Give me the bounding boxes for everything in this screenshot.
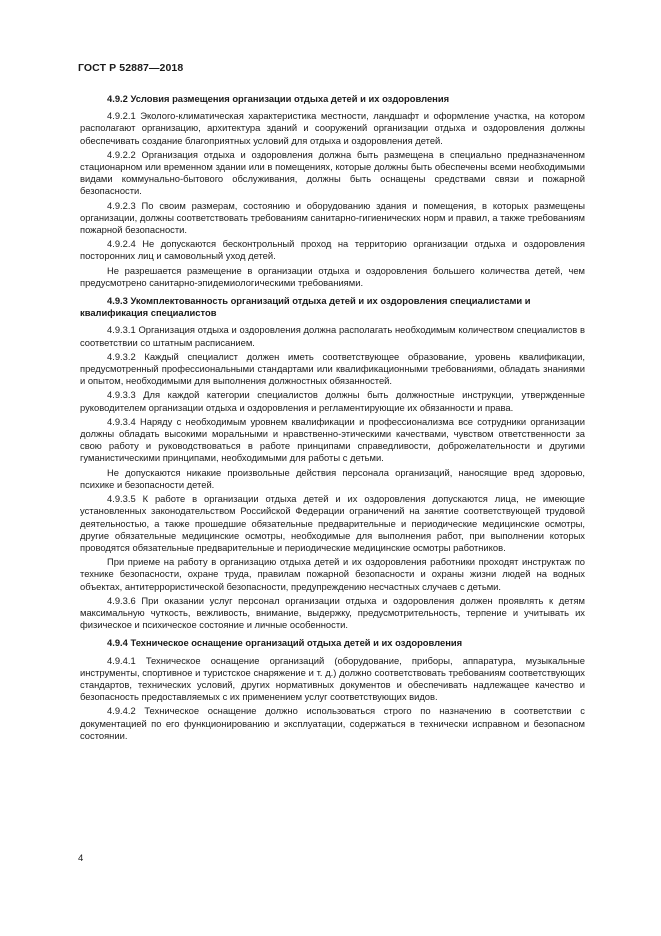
paragraph-4-9-2-1: 4.9.2.1 Эколого-климатическая характеристика местности, ландшафт и оформление участка, на котором располагают организацию, архитектура зданий и сооружений организации отдыха и оздоровления должны обеспечивать создание благоприятных условий для отдыха и оздоровления детей. bbox=[80, 110, 585, 146]
document-header: ГОСТ Р 52887—2018 bbox=[78, 62, 184, 74]
paragraph-4-9-2-2: 4.9.2.2 Организация отдыха и оздоровления должна быть размещена в специально предназначенном стационарном или временном здании или в помещениях, которые должны быть обеспечены всеми необходимыми видами коммунально-бытового обслуживания, должны быть оснащены средствами связи и пожарной безопасности. bbox=[80, 148, 585, 197]
section-heading-4-9-2: 4.9.2 Условия размещения организации отдыха детей и их оздоровления bbox=[107, 93, 450, 104]
document-body bbox=[80, 93, 585, 744]
paragraph-hiring-instruction: При приеме на работу в организацию отдыха детей и их оздоровления работники проходят инструктаж по технике безопасности, охране труда, правилам пожарной безопасности и охраны жизни людей на водных объектах, антитеррористической безопасности, предупреждению несчастных случаев с детьми. bbox=[80, 556, 585, 592]
paragraph-4-9-3-3: 4.9.3.3 Для каждой категории специалистов должны быть должностные инструкции, утвержденные руководителем организации отдыха и оздоровления и регламентирующие их обязанности и права. bbox=[80, 389, 585, 413]
paragraph-4-9-2-4: 4.9.2.4 Не допускаются бесконтрольный проход на территорию организации отдыха и оздоровления посторонних лиц и самовольный уход детей. bbox=[80, 238, 585, 262]
paragraph-4-9-3-5: 4.9.3.5 К работе в организации отдыха детей и их оздоровления допускаются лица, не имеющие установленных законодательством Российской Федерации ограничений на занятие соответствующей трудовой деятельностью, а также прошедшие обязательные предварительные и периодические медицинские осмотры, другие обязательные медицинские осмотры, необходимые для выполнения работ, при выполнении которых проводятся обязательные предварительные и периодические медицинские осмотры работников. bbox=[80, 493, 585, 553]
paragraph-4-9-4-1: 4.9.4.1 Техническое оснащение организаций (оборудование, приборы, аппаратура, музыкальные инструменты, спортивное и туристское снаряжение и т. д.) должно соответствовать требованиям соответствующих стандартов, технических условий, других нормативных документов и обеспечивать надлежащее качество и безопасность предоставляемых с их применением услуг соответствующих видов. bbox=[80, 654, 585, 703]
paragraph-4-9-4-2: 4.9.4.2 Техническое оснащение должно использоваться строго по назначению в соответствии с документацией по его функционированию и эксплуатации, содержаться в технически исправном и безопасном состоянии. bbox=[80, 705, 585, 741]
section-heading-4-9-3: 4.9.3 Укомплектованность организаций отдыха детей и их оздоровления специалистами и квалификация специалистов bbox=[80, 295, 531, 319]
page-number: 4 bbox=[78, 853, 84, 864]
paragraph-staff-conduct-note: Не допускаются никакие произвольные действия персонала организаций, наносящие вред здоровью, психике и безопасности детей. bbox=[80, 466, 585, 490]
paragraph-4-9-3-1: 4.9.3.1 Организация отдыха и оздоровления должна располагать необходимым количеством специалистов в соответствии со штатным расписанием. bbox=[80, 324, 585, 348]
paragraph-4-9-3-4: 4.9.3.4 Наряду с необходимым уровнем квалификации и профессионализма все сотрудники организации должны обладать высокими моральными и нравственно-этическими качествами, чувством ответственности за свою работу и руководствоваться в работе принципами справедливости, доброжелательности и другими гуманистическими принципами, необходимыми для работы с детьми. bbox=[80, 415, 585, 464]
paragraph-placement-note: Не разрешается размещение в организации отдыха и оздоровления большего количества детей, чем предусмотрено санитарно-эпидемиологическими требованиями. bbox=[80, 264, 585, 288]
paragraph-4-9-2-3: 4.9.2.3 По своим размерам, состоянию и оборудованию здания и помещения, в которых размещены организации, должны соответствовать требованиям санитарно-гигиенических норм и правил, а также требованиям пожарной безопасности. bbox=[80, 199, 585, 236]
paragraph-4-9-3-6: 4.9.3.6 При оказании услуг персонал организации отдыха и оздоровления должен проявлять к детям максимальную чуткость, вежливость, внимание, выдержку, предусмотрительность, терпение и учитывать их физическое и психическое состояние и личные особенности. bbox=[80, 594, 585, 631]
section-heading-4-9-4: 4.9.4 Техническое оснащение организаций отдыха детей и их оздоровления bbox=[107, 637, 463, 649]
paragraph-4-9-3-2: 4.9.3.2 Каждый специалист должен иметь соответствующее образование, уровень квалификации, предусмотренный профессиональными стандартами или квалификационными требованиями, обладать знаниями и опытом, необходимыми для выполнения должностных обязанностей. bbox=[80, 350, 585, 387]
